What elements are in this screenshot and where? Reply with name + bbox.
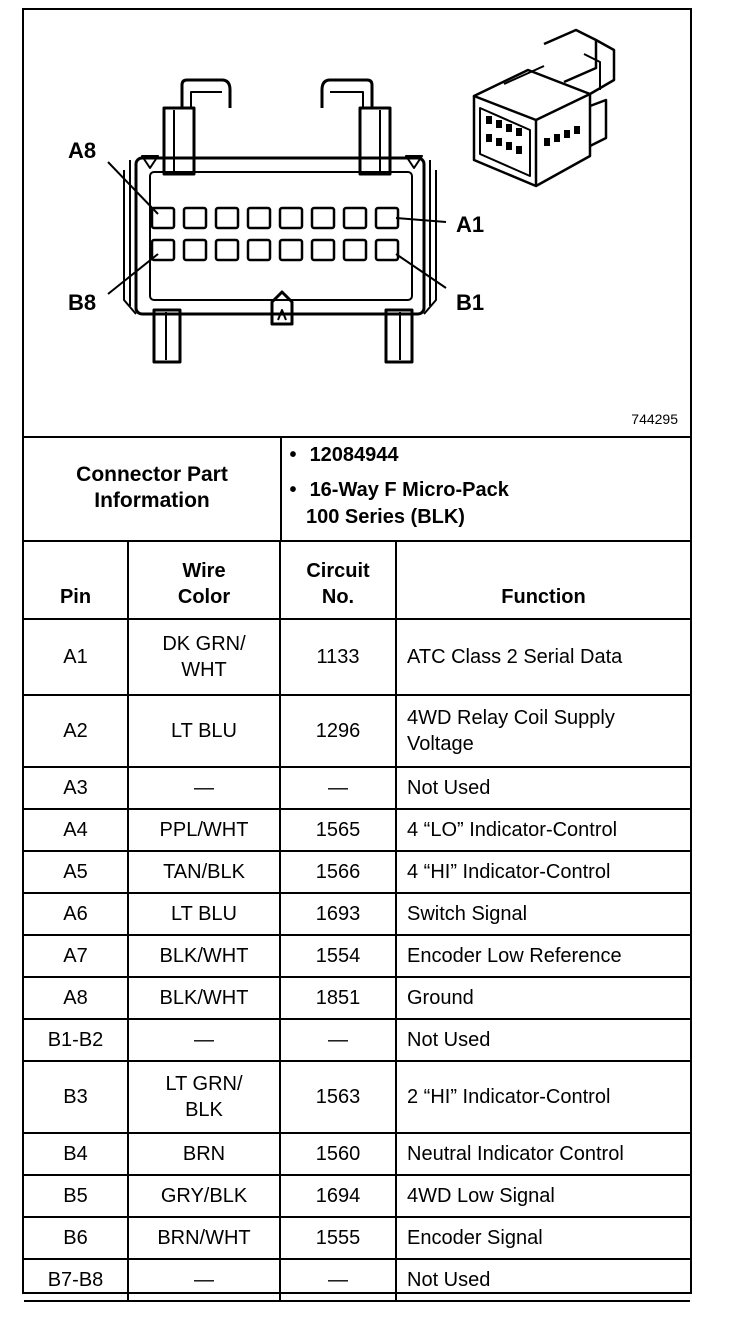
wire-color-cell: PPL/WHT: [128, 809, 280, 851]
wire-color-cell: BRN/WHT: [128, 1217, 280, 1259]
callout-b1: B1: [456, 290, 485, 315]
table-row: [24, 893, 690, 935]
table-row: [24, 1175, 690, 1217]
wire-color-cell: —: [128, 1259, 280, 1301]
part-number: 12084944: [309, 444, 399, 466]
function-cell: Encoder Low Reference: [396, 935, 690, 977]
function-cell: Encoder Signal: [396, 1217, 690, 1259]
wire-color-cell: BRN: [128, 1133, 280, 1175]
table-header-row: [24, 540, 690, 619]
wire-color-cell: LT BLU: [128, 893, 280, 935]
pin-cell: B3: [24, 1061, 128, 1133]
table-row: [24, 619, 690, 695]
function-cell: Ground: [396, 977, 690, 1019]
pin-cell: A2: [24, 695, 128, 767]
bullet: •: [289, 479, 297, 501]
connector-info: [24, 436, 690, 542]
function-cell: Not Used: [396, 1259, 690, 1301]
circuit-cell: 1555: [280, 1217, 396, 1259]
function-cell: Not Used: [396, 767, 690, 809]
callout-a1: A1: [456, 212, 485, 237]
header-wire-color: Wire Color: [128, 540, 280, 619]
table-row: [24, 1217, 690, 1259]
function-cell: ATC Class 2 Serial Data: [396, 619, 690, 695]
connector-info-label-line1: Connector Part: [76, 463, 228, 486]
pin-cell: A3: [24, 767, 128, 809]
header-pin: Pin: [24, 540, 128, 619]
table-row: [24, 695, 690, 767]
table-row: [24, 977, 690, 1019]
function-cell: 4WD Relay Coil Supply Voltage: [396, 695, 690, 767]
circuit-cell: —: [280, 1259, 396, 1301]
connector-info-label-line2: Information: [94, 489, 210, 512]
circuit-cell: 1694: [280, 1175, 396, 1217]
figure-id: 744295: [631, 411, 678, 427]
circuit-cell: 1851: [280, 977, 396, 1019]
wire-color-cell: DK GRN/ WHT: [128, 619, 280, 695]
pin-cell: A6: [24, 893, 128, 935]
circuit-cell: 1296: [280, 695, 396, 767]
description-line1: 16-Way F Micro-Pack: [309, 479, 509, 501]
circuit-cell: 1563: [280, 1061, 396, 1133]
connector-face-drawing: [24, 10, 690, 436]
table-row: [24, 767, 690, 809]
function-cell: Switch Signal: [396, 893, 690, 935]
wire-color-cell: —: [128, 1019, 280, 1061]
table-row: [24, 935, 690, 977]
circuit-cell: 1560: [280, 1133, 396, 1175]
pin-cell: B1-B2: [24, 1019, 128, 1061]
callout-a8: A8: [68, 138, 97, 163]
connector-document: [22, 8, 692, 1294]
wire-color-cell: BLK/WHT: [128, 977, 280, 1019]
connector-info-label: [24, 436, 282, 540]
pin-cell: A4: [24, 809, 128, 851]
table-row: [24, 1019, 690, 1061]
circuit-cell: 1693: [280, 893, 396, 935]
function-cell: 4 “LO” Indicator-Control: [396, 809, 690, 851]
pin-cell: B5: [24, 1175, 128, 1217]
function-cell: 4 “HI” Indicator-Control: [396, 851, 690, 893]
header-circuit-no: Circuit No.: [280, 540, 396, 619]
wire-color-cell: LT BLU: [128, 695, 280, 767]
callout-b8: B8: [68, 290, 97, 315]
pin-cell: B6: [24, 1217, 128, 1259]
circuit-cell: —: [280, 767, 396, 809]
table-row: [24, 851, 690, 893]
pinout-table: [24, 540, 690, 1302]
circuit-cell: 1565: [280, 809, 396, 851]
wire-color-cell: BLK/WHT: [128, 935, 280, 977]
wire-color-cell: LT GRN/ BLK: [128, 1061, 280, 1133]
header-function: Function: [396, 540, 690, 619]
description-line2: 100 Series (BLK): [306, 506, 465, 528]
circuit-cell: 1133: [280, 619, 396, 695]
pin-cell: A5: [24, 851, 128, 893]
function-cell: 4WD Low Signal: [396, 1175, 690, 1217]
function-cell: 2 “HI” Indicator-Control: [396, 1061, 690, 1133]
description-item: [282, 477, 686, 504]
pin-cell: B7-B8: [24, 1259, 128, 1301]
table-row: [24, 1061, 690, 1133]
connector-figure: [24, 10, 690, 438]
bullet: •: [289, 444, 297, 466]
pin-cell: B4: [24, 1133, 128, 1175]
wire-color-cell: —: [128, 767, 280, 809]
function-cell: Not Used: [396, 1019, 690, 1061]
circuit-cell: 1566: [280, 851, 396, 893]
function-cell: Neutral Indicator Control: [396, 1133, 690, 1175]
connector-info-details: [282, 442, 686, 531]
pin-cell: A8: [24, 977, 128, 1019]
circuit-cell: —: [280, 1019, 396, 1061]
table-row: [24, 1259, 690, 1301]
pin-cell: A7: [24, 935, 128, 977]
table-row: [24, 809, 690, 851]
circuit-cell: 1554: [280, 935, 396, 977]
wire-color-cell: TAN/BLK: [128, 851, 280, 893]
part-number-item: [282, 442, 686, 469]
wire-color-cell: GRY/BLK: [128, 1175, 280, 1217]
table-row: [24, 1133, 690, 1175]
pin-cell: A1: [24, 619, 128, 695]
